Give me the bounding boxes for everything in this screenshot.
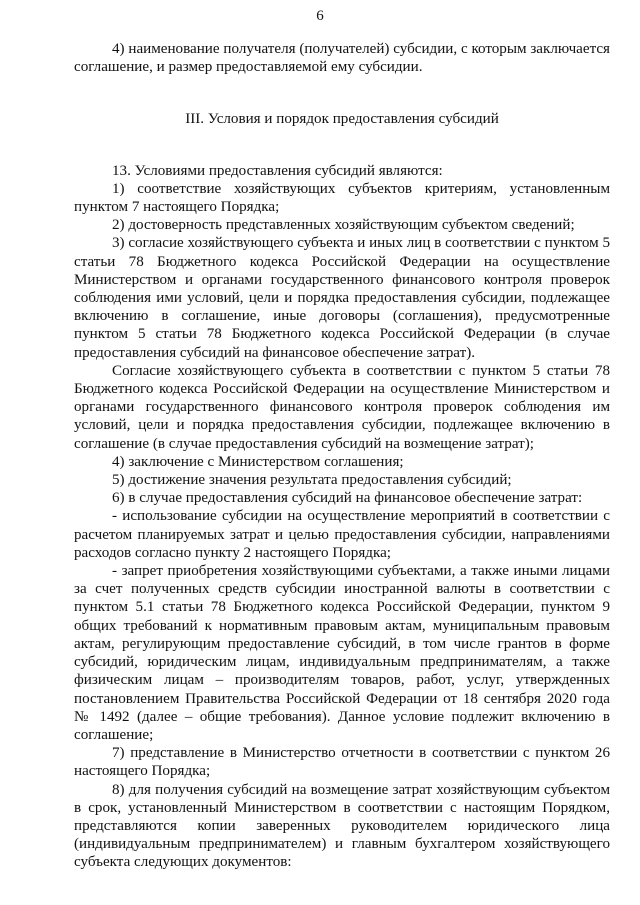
section-heading: III. Условия и порядок предоставления субсидий — [185, 111, 499, 128]
paragraph-condition-3: 3) согласие хозяйствующего субъекта и иных лиц в соответствии с пунктом 5 статьи 78 Бюджетного кодекса Российской Федерации на осуществление Министерством и органами государственного финансового контроля проверок соблюдения ими условий, цели и порядка предоставления субсидии, подлежащее включению в соглашение, иные договоры (соглашения), предусмотренные пунктом 5 статьи 78 Бюджетного кодекса Российской Федерации (в случае предоставления субсидий на финансовое обеспечение затрат). — [74, 235, 610, 361]
paragraph-condition-5: 5) достижение значения результата предоставления субсидий; — [112, 472, 512, 489]
paragraph-item-4: 4) наименование получателя (получателей) субсидии, с которым заключается соглашение, и размер предоставляемой ему субсидии. — [74, 41, 610, 76]
paragraph-13-intro: 13. Условиями предоставления субсидий являются: — [112, 162, 443, 179]
paragraph-condition-6-dash-2: - запрет приобретения хозяйствующими субъектами, а также иными лицами за счет полученных средств субсидии иностранной валюты в соответствии с пунктом 5.1 статьи 78 Бюджетного кодекса Российской Федерации, пунктом 9 общих требований к нормативным правовым актам, муниципальным правовым актам, регулирующим предоставление субсидий, в том числе грантов в форме субсидий, юридическим лицам, индивидуальным предпринимателям, а также физическим лицам – производителям товаров, работ, услуг, утвержденных постановлением Правительства Российской Федерации от 18 сентября 2020 года № 1492 (далее – общие требования). Данное условие подлежит включению в соглашение; — [74, 563, 610, 743]
paragraph-condition-7: 7) представление в Министерство отчетности в соответствии с пунктом 26 настоящего Порядка; — [74, 745, 610, 780]
paragraph-condition-6-dash-1: - использование субсидии на осуществление мероприятий в соответствии с расчетом планируемых затрат и целью предоставления субсидии, направлениями расходов согласно пункту 2 настоящего Порядка; — [74, 508, 610, 561]
page-number: 6 — [316, 8, 324, 24]
paragraph-condition-1: 1) соответствие хозяйствующих субъектов критериям, установленным пунктом 7 настоящего Порядка; — [74, 180, 610, 216]
paragraph-condition-8: 8) для получения субсидий на возмещение затрат хозяйствующим субъектом в срок, установленный Министерством в соответствии с настоящим Порядком, представляются копии заверенных руководителем юридического лица (индивидуальным предпринимателем) и главным бухгалтером хозяйствующего субъекта следующих документов: — [74, 781, 610, 871]
document-body — [74, 40, 610, 872]
paragraph-condition-2: 2) достоверность представленных хозяйствующим субъектом сведений; — [112, 217, 575, 234]
paragraph-condition-6: 6) в случае предоставления субсидий на финансовое обеспечение затрат: — [112, 490, 583, 507]
paragraph-condition-4: 4) заключение с Министерством соглашения; — [112, 453, 404, 470]
paragraph-consent: Согласие хозяйствующего субъекта в соответствии с пунктом 5 статьи 78 Бюджетного кодекса Российской Федерации на осуществление Министерством и органами государственного финансового контроля проверок соблюдения им условий, цели и порядка предоставления субсидии, подлежащее включению в соглашение (в случае предоставления субсидий на возмещение затрат); — [74, 362, 610, 452]
